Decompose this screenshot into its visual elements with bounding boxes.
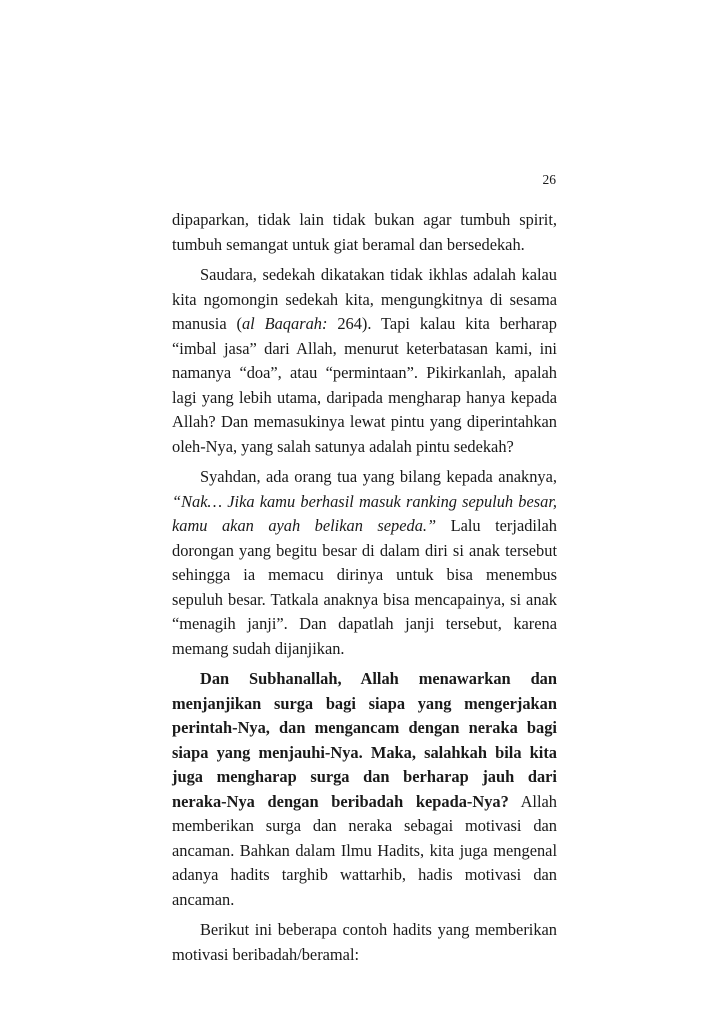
paragraph-4-text: Allah memberikan surga dan neraka sebagai motivasi dan ancaman. Bahkan dalam Ilmu Hadits, kita juga mengenal adanya hadits targhib wattarhib, hadis motivasi dan ancaman. [172,791,557,909]
paragraph-2 [172,263,557,459]
paragraph-4 [172,667,557,912]
paragraph-3 [172,465,557,661]
paragraph-5: Berikut ini beberapa contoh hadits yang memberikan motivasi beribadah/beramal: [172,920,557,964]
parent-quote: “Nak… Jika kamu berhasil masuk ranking sepuluh besar, kamu akan ayah belikan sepeda.” [172,491,557,535]
page-content [172,208,557,973]
paragraph-3-text-a: Syahdan, ada orang tua yang bilang kepada anaknya, [200,467,557,486]
paragraph-1: dipaparkan, tidak lain tidak bukan agar tumbuh spirit, tumbuh semangat untuk giat beramal dan bersedekah. [172,210,557,254]
quran-reference: al Baqarah: [241,314,328,333]
paragraph-2-text-a: Saudara, sedekah dikatakan tidak ikhlas adalah kalau kita ngomongin sedekah kita, mengungkitnya di sesama manusia ( [172,265,557,333]
paragraph-2-text-b: 264). Tapi kalau kita berharap “imbal jasa” dari Allah, menurut keterbatasan kami, ini namanya “doa”, atau “permintaan”. Pikirkanlah, apalah lagi yang lebih utama, daripada mengharap hanya kepada Allah? Dan memasukinya lewat pintu yang diperintahkan oleh-Nya, yang salah satunya adalah pintu sedekah? [172,314,557,456]
paragraph-3-text-b: Lalu terjadilah dorongan yang begitu besar di dalam diri si anak tersebut sehingga ia memacu dirinya untuk bisa menembus sepuluh besar. Tatkala anaknya bisa mencapainya, si anak “menagih janji”. Dan dapatlah janji tersebut, karena memang sudah dijanjikan. [172,516,557,658]
paragraph-4-bold-text: Dan Subhanallah, Allah menawarkan dan menjanjikan surga bagi siapa yang mengerjakan perintah-Nya, dan mengancam dengan neraka bagi siapa yang menjauhi-Nya. Maka, salahkah bila kita juga mengharap surga dan berharap jauh dari neraka-Nya dengan beribadah kepada-Nya? [172,669,557,811]
page-number: 26 [542,172,556,187]
